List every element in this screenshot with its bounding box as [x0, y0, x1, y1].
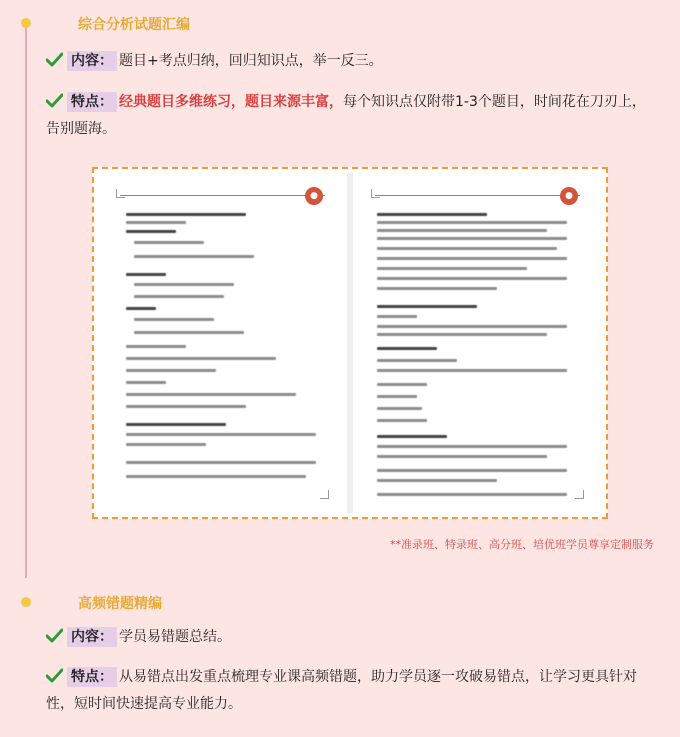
section-title-analysis: 综合分析试题汇编 [78, 17, 190, 33]
content-row [46, 48, 656, 75]
section-title-errors: 高频错题精编 [78, 596, 162, 612]
content-tag: 内容： [67, 51, 117, 71]
check-icon [46, 52, 63, 67]
feature-text: 每个知识点仅附带1-3个题目，时间花在刀刃上，告别题海。 [46, 94, 646, 137]
feature-text: 从易错点出发重点梳理专业课高频错题，助力学员逐一攻破易错点，让学习更具针对性，短时间快速提高专业能力。 [46, 669, 637, 712]
feature-row [46, 664, 656, 718]
feature-row [46, 89, 656, 143]
document-preview [92, 167, 608, 519]
content-text: 学员易错题总结。 [119, 629, 231, 645]
check-icon [46, 668, 63, 683]
feature-tag: 特点： [67, 667, 117, 687]
section-bullet-dot [21, 18, 31, 28]
content-text: 题目+考点归纳，回归知识点，举一反三。 [119, 53, 383, 69]
preview-page-right [353, 173, 602, 513]
content-row [46, 624, 656, 651]
check-icon [46, 93, 63, 108]
service-note: **准录班、特录班、高分班、培优班学员尊享定制服务 [390, 538, 654, 551]
section-bullet-dot [21, 597, 31, 607]
feature-highlight: 经典题目多维练习，题目来源丰富， [119, 94, 343, 110]
check-icon [46, 628, 63, 643]
feature-tag: 特点： [67, 92, 117, 112]
seal-icon: ● [560, 187, 578, 205]
timeline-line [25, 18, 27, 578]
content-tag: 内容： [67, 627, 117, 647]
seal-icon: ● [305, 187, 323, 205]
preview-page-left [98, 173, 347, 513]
